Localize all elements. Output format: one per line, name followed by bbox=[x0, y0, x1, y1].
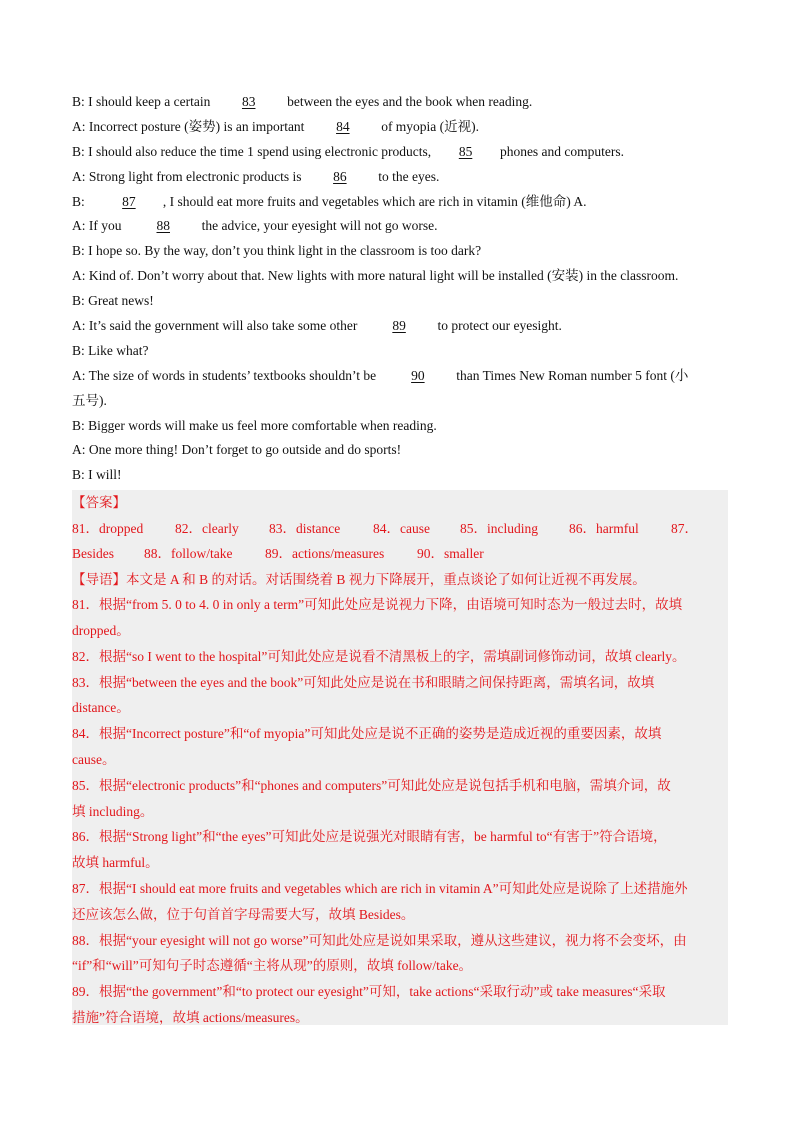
blank-86: 86 bbox=[333, 168, 347, 184]
explanation-line: 89．根据“the government”和“to protect our eyesight”可知，take actions“采取行动”或 take measures“采取 bbox=[72, 984, 666, 1000]
blank-84: 84 bbox=[336, 118, 350, 134]
explanation-line: 84．根据“Incorrect posture”和“of myopia”可知此处应是说不正确的姿势是造成近视的重要因素，故填 bbox=[72, 726, 662, 742]
explanation-line: distance。 bbox=[72, 700, 130, 716]
explanation-line: 故填 harmful。 bbox=[72, 855, 159, 871]
guide-label: 【导语】 bbox=[72, 571, 126, 587]
explanation-line: 85．根据“electronic products”和“phones and computers”可知此处应是说包括手机和电脑，需填介词，故 bbox=[72, 777, 671, 793]
dialogue-line: A: If you 88 the advice, your eyesight will not go worse. bbox=[72, 214, 728, 239]
dialogue-line: B: Like what? bbox=[72, 342, 149, 358]
answer-87-value: Besides bbox=[72, 546, 114, 561]
answer-85: 85．including bbox=[460, 520, 538, 536]
blank-83: 83 bbox=[241, 94, 256, 109]
dialogue-line: B: Bigger words will make us feel more comfortable when reading. bbox=[72, 417, 437, 433]
dialogue-line: B: 87 , I should eat more fruits and vegetables which are rich in vitamin (维他命) A. bbox=[72, 190, 728, 215]
explanation-line: 填 including。 bbox=[72, 803, 154, 819]
dialogue-line: A: The size of words in students’ textbooks shouldn’t be 90 than Times New Roman number 5 font (小 bbox=[72, 364, 728, 389]
answers-row bbox=[72, 541, 728, 567]
dialogue-line: A: Strong light from electronic products is 86 to the eyes. bbox=[72, 165, 728, 190]
answer-87: 87． bbox=[671, 520, 698, 536]
explanation-line: cause。 bbox=[72, 752, 116, 768]
guide-line bbox=[72, 567, 728, 593]
dialogue-line: A: Incorrect posture (姿势) is an important 84 of myopia (近视). bbox=[72, 115, 728, 140]
dialogue-line: B: I should also reduce the time 1 spend using electronic products, 85 phones and computers. bbox=[72, 140, 728, 165]
guide-text: 本文是 A 和 B 的对话。对话围绕着 B 视力下降展开，重点谈论了如何让近视不再发展。 bbox=[126, 571, 646, 587]
answer-section bbox=[72, 490, 728, 1025]
answer-83: 83．distance bbox=[269, 520, 341, 536]
explanation-line: “if”和“will”可知句子时态遵循“主将从现”的原则，故填 follow/take。 bbox=[72, 958, 473, 974]
blank-89: 89 bbox=[392, 318, 406, 334]
blank-85: 85 bbox=[458, 143, 473, 159]
blank-87: 87 bbox=[122, 193, 136, 209]
answer-82: 82．clearly bbox=[175, 520, 239, 536]
dialogue-line: 五号). bbox=[72, 392, 107, 408]
answer-88: 88．follow/take bbox=[144, 546, 233, 561]
dialogue-line: B: Great news! bbox=[72, 293, 154, 309]
answer-81: 81．dropped bbox=[72, 520, 144, 536]
explanation-line: 措施”符合语境，故填 actions/measures。 bbox=[72, 1010, 309, 1026]
dialogue-line: B: I hope so. By the way, don’t you think light in the classroom is too dark? bbox=[72, 243, 482, 259]
explanation-line: 87．根据“I should eat more fruits and vegetables which are rich in vitamin A”可知此处应是说除了上述措施外 bbox=[72, 881, 688, 897]
dialogue-line: A: Kind of. Don’t worry about that. New lights with more natural light will be installed (安装) in the classroom. bbox=[72, 268, 679, 284]
explanation-line: dropped。 bbox=[72, 623, 130, 639]
answer-90: 90．smaller bbox=[417, 546, 484, 561]
explanation-line: 86．根据“Strong light”和“the eyes”可知此处应是说强光对眼睛有害，be harmful to“有害于”符合语境， bbox=[72, 829, 667, 845]
explanation-line: 81．根据“from 5. 0 to 4. 0 in only a term”可知此处应是说视力下降，由语境可知时态为一般过去时，故填 bbox=[72, 597, 683, 613]
explanation-line: 83．根据“between the eyes and the book”可知此处应是说在书和眼睛之间保持距离，需填名词，故填 bbox=[72, 674, 655, 690]
answer-heading: 【答案】 bbox=[72, 495, 126, 510]
answer-89: 89．actions/measures bbox=[265, 546, 385, 561]
dialogue-line: B: I will! bbox=[72, 467, 122, 483]
blank-88: 88 bbox=[156, 218, 170, 234]
dialogue-line: B: I should keep a certain 83 between the eyes and the book when reading. bbox=[72, 90, 728, 115]
explanation-line: 82．根据“so I went to the hospital”可知此处应是说看不清黑板上的字，需填副词修饰动词，故填 clearly。 bbox=[72, 648, 686, 664]
blank-90: 90 bbox=[411, 367, 425, 383]
explanation-line: 还应该怎么做，位于句首首字母需要大写，故填 Besides。 bbox=[72, 906, 415, 922]
answer-heading-row bbox=[72, 490, 728, 516]
answers-row bbox=[72, 516, 728, 542]
dialogue-section bbox=[72, 90, 728, 488]
explanation-line: 88．根据“your eyesight will not go worse”可知此处应是说如果采取，遵从这些建议，视力将不会变坏，由 bbox=[72, 932, 687, 948]
dialogue-line: A: It’s said the government will also take some other 89 to protect our eyesight. bbox=[72, 314, 728, 339]
dialogue-line: A: One more thing! Don’t forget to go outside and do sports! bbox=[72, 442, 402, 458]
answer-84: 84．cause bbox=[373, 520, 430, 536]
answer-86: 86．harmful bbox=[569, 520, 639, 536]
